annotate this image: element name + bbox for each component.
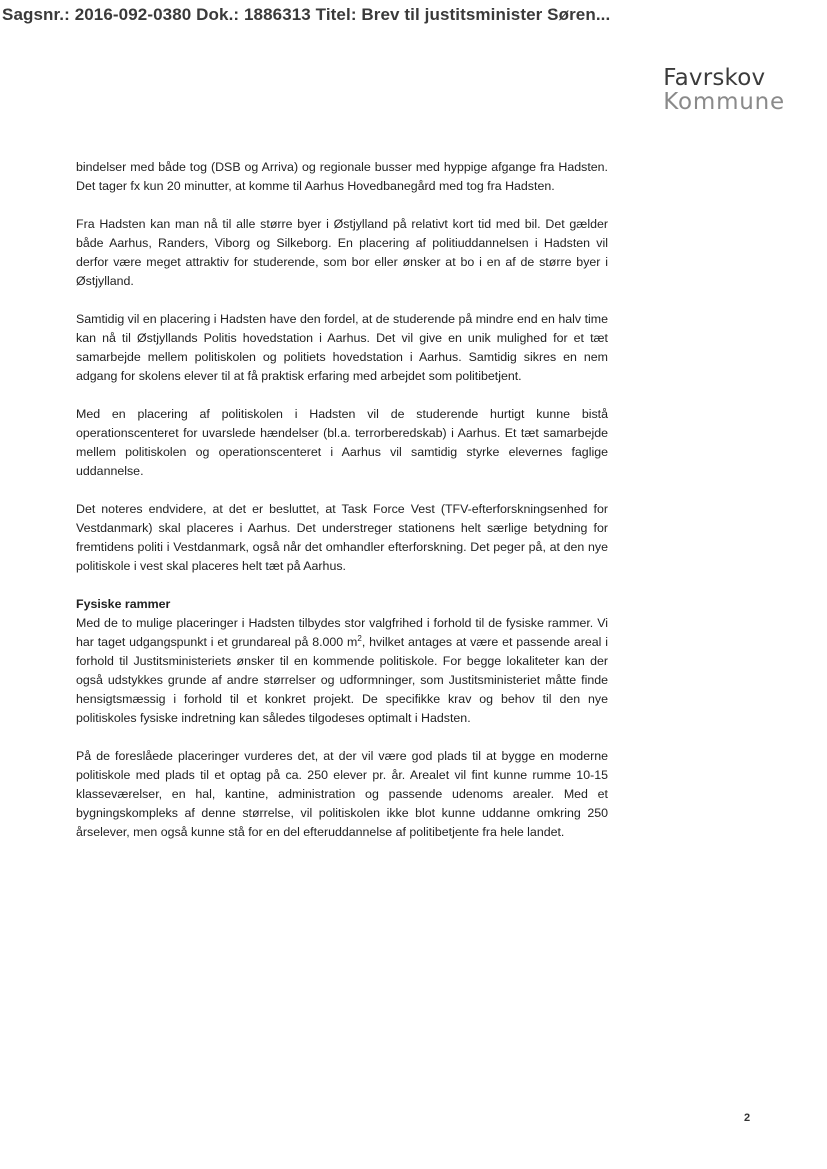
text-area-part2: , hvilket antages at være et passende areal i forhold til Justitsministeriets ønsker til en kommende politiskole. For begge lokaliteter kan der også udstykkes grunde af andre størrelser og udformninger, som Justitsministeriet måtte finde hensigtsmæssig i forhold til et konkret projekt. De specifikke krav og behov til den nye politiskoles fysiske indretning kan således tilgodeses optimalt i Hadsten. <box>76 635 608 725</box>
page-number: 2 <box>744 1112 751 1124</box>
document-header: Sagsnr.: 2016-092-0380 Dok.: 1886313 Titel: Brev til justitsminister Søren... <box>2 5 611 24</box>
superscript-2: 2 <box>357 633 362 643</box>
paragraph-police-station: Samtidig vil en placering i Hadsten have den fordel, at de studerende på mindre end en halv time kan nå til Østjyllands Politis hovedstation i Aarhus. Det vil give en unik mulighed for et tæt samarbejde mellem politiskolen og politiets hovedstation i Aarhus. Samtidig sikres en nem adgang for skolens elever til at få praktisk erfaring med arbejdet som politibetjent. <box>76 312 608 383</box>
text-area-part1: Med de to mulige placeringer i Hadsten tilbydes stor valgfrihed i forhold til de fysiske rammer. Vi har taget udgangspunkt i et grundareal på 8.000 m <box>76 616 608 649</box>
paragraph-capacity: På de foreslåede placeringer vurderes det, at der vil være god plads til at bygge en moderne politiskole med plads til et optag på ca. 250 elever pr. år. Arealet vil fint kunne rumme 10-15 klasseværelser, en hal, kantine, administration og passende udenoms arealer. Med et bygningskompleks af denne størrelse, vil politiskolen ikke blot kunne uddanne omkring 250 årselever, men også kunne stå for en del efteruddannelse af politibetjente fra hele landet. <box>76 749 608 839</box>
letter-body <box>76 158 608 861</box>
paragraph-task-force: Det noteres endvidere, at det er besluttet, at Task Force Vest (TFV-efterforskningsenhed for Vestdanmark) skal placeres i Aarhus. Det understreger stationens helt særlige betydning for fremtidens politi i Vestdanmark, også når det omhandler efterforskning. Det peger på, at den nye politiskole i vest skal placeres helt tæt på Aarhus. <box>76 502 608 573</box>
paragraph-physical-frames <box>76 614 608 728</box>
favrskov-kommune-logo <box>663 66 785 114</box>
paragraph-operations-center: Med en placering af politiskolen i Hadsten vil de studerende hurtigt kunne bistå operationscenteret for uvarslede hændelser (bl.a. terrorberedskab) i Aarhus. Et tæt samarbejde mellem politiskolen og operationscenteret i Aarhus vil samtidig styrke elevernes faglige uddannelse. <box>76 407 608 478</box>
logo-line-kommune: Kommune <box>663 89 785 115</box>
section-heading-physical-frames: Fysiske rammer <box>76 597 171 611</box>
paragraph-cities: Fra Hadsten kan man nå til alle større byer i Østjylland på relativt kort tid med bil. Det gælder både Aarhus, Randers, Viborg og Silkeborg. En placering af politiuddannelsen i Hadsten vil derfor være meget attraktiv for studerende, som bor eller ønsker at bo i en af de større byer i Østjylland. <box>76 217 608 288</box>
logo-line-favrskov: Favrskov <box>663 65 766 91</box>
paragraph-transport: bindelser med både tog (DSB og Arriva) og regionale busser med hyppige afgange fra Hadsten. Det tager fx kun 20 minutter, at komme til Aarhus Hovedbanegård med tog fra Hadsten. <box>76 160 608 193</box>
